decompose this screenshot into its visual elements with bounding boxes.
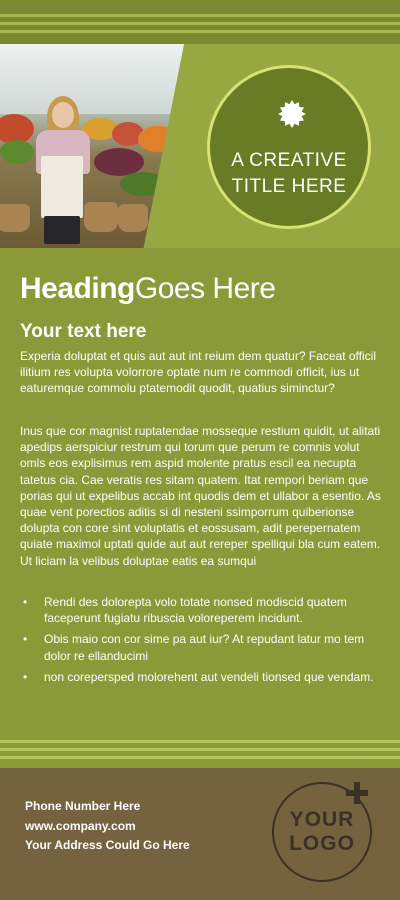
bottom-stripe-1 — [0, 740, 400, 743]
circle-title-line1: A CREATIVE — [231, 150, 347, 171]
top-stripe-1 — [0, 14, 400, 17]
produce-greens — [0, 140, 34, 164]
basket-2 — [84, 202, 118, 232]
website-link[interactable]: www.company.com — [25, 819, 136, 833]
title-circle — [207, 65, 371, 229]
logo-line1: YOUR — [289, 808, 355, 831]
hero-section — [0, 44, 400, 248]
market-tent — [0, 44, 184, 114]
basket-3 — [118, 204, 148, 232]
plus-icon — [344, 780, 370, 806]
circle-title — [210, 148, 368, 200]
top-stripe-band — [0, 0, 400, 44]
top-stripe-2 — [0, 22, 400, 25]
bullet-item — [20, 594, 385, 626]
phone-text: Phone Number Here — [25, 799, 141, 813]
bullet-text: Obis maio con cor sime pa aut iur? At repudant latur mo tem dolor re ellanducimi — [44, 632, 365, 663]
bottom-stripe-2 — [0, 748, 400, 751]
person-legs — [44, 216, 80, 244]
bottom-stripe-3 — [0, 756, 400, 759]
bullet-item — [20, 669, 385, 685]
heading-light: Goes Here — [134, 272, 276, 305]
bullet-marker: • — [23, 632, 28, 647]
produce-leaves — [120, 172, 166, 196]
bullet-text: non corepersped molorehent aut vendeli tionsed que vendam. — [44, 669, 374, 684]
bullet-text: Rendi des dolorepta volo totate nonsed modiscid quatem faceperunt fugiatu ribuscia voloreperem incidunt. — [44, 595, 347, 626]
top-stripe-3 — [0, 30, 400, 33]
circle-title-line2: TITLE HERE — [231, 176, 347, 197]
address-text: Your Address Could Go Here — [25, 838, 190, 852]
produce-oranges — [138, 126, 178, 152]
heading-bold: Heading — [20, 272, 135, 305]
star-burst-icon — [278, 100, 306, 128]
basket-1 — [0, 204, 30, 232]
bullet-marker: • — [23, 595, 28, 609]
person-head — [52, 102, 74, 128]
body-paragraph-1: Experia doluptat et quis aut aut int reium dem quatur? Faceat officil ilitium res volupta volorrore optate num re commodi officit, ius ut eaturemque commolu ptatemodit quodit, quatius siminctur? — [20, 349, 376, 396]
body-paragraph-2: Inus que cor magnist ruptatendae mosseque restium quidit, ut alitati apedips aerspiciur restrum qui torum que perum re comnis volut omls eos explisimus rem aspid molente pratus escil ea necupta tatetus cia. Cae veratis res sitam quatem. Itat rempori beriam que porias qui ut expelibus accab int quodis dem et ullabor a esentio. As quae vent porectios aditis si di nesteni ssimporrum quiberionse dolupta con core sint voluptatis et eossusam, adit perepernatem quiate maximol uptati quide aut aut rereper spelliqui bla cum eatem. Ut liciam la velibus doluptae eatis ea sumqui — [20, 424, 381, 568]
subheading: Your text here — [20, 321, 147, 342]
bullet-list — [20, 594, 385, 690]
person-apron — [41, 156, 83, 218]
bullet-item — [20, 631, 385, 663]
logo-line2: LOGO — [289, 832, 355, 855]
bullet-marker: • — [23, 669, 28, 684]
main-heading — [20, 272, 275, 306]
market-photo — [0, 44, 184, 248]
